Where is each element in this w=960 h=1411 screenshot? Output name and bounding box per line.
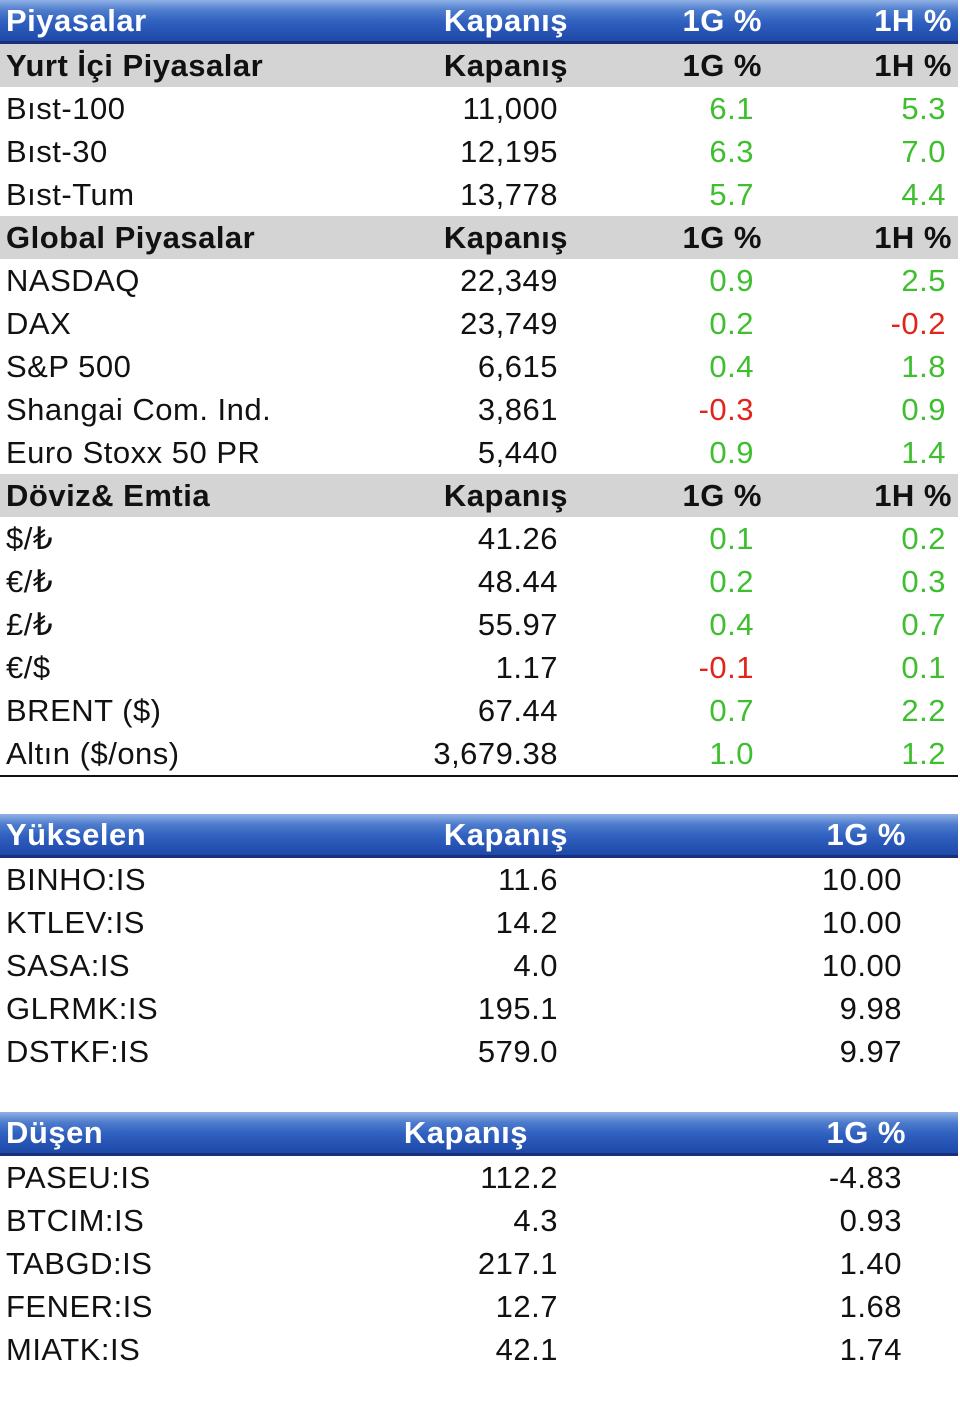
daily-change: 0.4 xyxy=(709,607,754,642)
close-value: 3,679.38 xyxy=(433,736,558,771)
daily-change: -0.1 xyxy=(698,650,754,685)
close-value: 23,749 xyxy=(460,306,558,341)
section-header xyxy=(0,44,958,87)
close-value: 4.3 xyxy=(513,1203,558,1238)
stock-symbol: SASA:IS xyxy=(6,948,131,983)
weekly-change: 1.2 xyxy=(901,736,946,771)
table-row xyxy=(0,603,958,646)
instrument-name: Altın ($/ons) xyxy=(6,736,180,771)
weekly-change: 2.5 xyxy=(901,263,946,298)
daily-change: 0.2 xyxy=(709,306,754,341)
section-1d-label: 1G % xyxy=(682,220,762,255)
section-title: Yurt İçi Piyasalar xyxy=(6,48,264,83)
weekly-change: 2.2 xyxy=(901,693,946,728)
weekly-change: 4.4 xyxy=(901,177,946,212)
stock-symbol: BTCIM:IS xyxy=(6,1203,145,1238)
close-value: 22,349 xyxy=(460,263,558,298)
table-row xyxy=(0,1030,958,1073)
instrument-name: Bıst-Tum xyxy=(6,177,135,212)
stock-symbol: KTLEV:IS xyxy=(6,905,145,940)
instrument-name: Shangai Com. Ind. xyxy=(6,392,272,427)
close-value: 41.26 xyxy=(477,521,558,556)
gainers-table-header xyxy=(0,814,958,858)
table-row xyxy=(0,173,958,216)
section-close-label: Kapanış xyxy=(443,478,568,513)
losers-table xyxy=(0,1112,958,1371)
daily-change: 9.97 xyxy=(839,1034,902,1069)
section-1w-label: 1H % xyxy=(874,478,952,513)
header-close: Kapanış xyxy=(443,3,568,38)
close-value: 11.6 xyxy=(497,862,558,897)
table-row xyxy=(0,1199,958,1242)
table-row xyxy=(0,388,958,431)
daily-change: 0.7 xyxy=(709,693,754,728)
section-header xyxy=(0,474,958,517)
weekly-change: 0.1 xyxy=(901,650,946,685)
instrument-name: BRENT ($) xyxy=(6,693,162,728)
section-title: Döviz& Emtia xyxy=(6,478,211,513)
losers-table-header xyxy=(0,1112,958,1156)
daily-change: 1.68 xyxy=(839,1289,902,1324)
gainers-header-1d: 1G % xyxy=(826,817,906,852)
daily-change: 6.3 xyxy=(709,134,754,169)
table-row xyxy=(0,259,958,302)
instrument-name: S&P 500 xyxy=(6,349,132,384)
weekly-change: 1.8 xyxy=(901,349,946,384)
instrument-name: NASDAQ xyxy=(6,263,140,298)
gainers-table xyxy=(0,814,958,1073)
close-value: 12,195 xyxy=(460,134,558,169)
section-close-label: Kapanış xyxy=(443,48,568,83)
market-sections xyxy=(0,44,958,777)
table-row xyxy=(0,901,958,944)
table-row xyxy=(0,345,958,388)
daily-change: 10.00 xyxy=(821,948,902,983)
close-value: 5,440 xyxy=(477,435,558,470)
instrument-name: €/₺ xyxy=(6,564,54,599)
losers-rows xyxy=(0,1156,958,1371)
section-1d-label: 1G % xyxy=(682,478,762,513)
close-value: 13,778 xyxy=(460,177,558,212)
table-row xyxy=(0,689,958,732)
stock-symbol: FENER:IS xyxy=(6,1289,153,1324)
header-name: Piyasalar xyxy=(6,3,147,38)
table-row xyxy=(0,944,958,987)
weekly-change: -0.2 xyxy=(890,306,946,341)
weekly-change: 0.2 xyxy=(901,521,946,556)
daily-change: 0.9 xyxy=(709,263,754,298)
stock-symbol: MIATK:IS xyxy=(6,1332,141,1367)
daily-change: 1.40 xyxy=(839,1246,902,1281)
losers-header-name: Düşen xyxy=(6,1115,104,1150)
table-row xyxy=(0,130,958,173)
close-value: 48.44 xyxy=(477,564,558,599)
close-value: 112.2 xyxy=(480,1160,558,1195)
section-1w-label: 1H % xyxy=(874,220,952,255)
daily-change: 0.1 xyxy=(709,521,754,556)
header-1d: 1G % xyxy=(682,3,762,38)
close-value: 579.0 xyxy=(477,1034,558,1069)
close-value: 195.1 xyxy=(477,991,558,1026)
weekly-change: 7.0 xyxy=(901,134,946,169)
losers-header-close: Kapanış xyxy=(403,1115,528,1150)
gainers-header-close: Kapanış xyxy=(443,817,568,852)
table-row xyxy=(0,1242,958,1285)
stock-symbol: PASEU:IS xyxy=(6,1160,151,1195)
daily-change: 0.9 xyxy=(709,435,754,470)
daily-change: 0.2 xyxy=(709,564,754,599)
close-value: 42.1 xyxy=(495,1332,558,1367)
instrument-name: Euro Stoxx 50 PR xyxy=(6,435,261,470)
weekly-change: 0.9 xyxy=(901,392,946,427)
daily-change: 1.74 xyxy=(839,1332,902,1367)
table-row xyxy=(0,1156,958,1199)
close-value: 6,615 xyxy=(477,349,558,384)
daily-change: 6.1 xyxy=(709,91,754,126)
close-value: 3,861 xyxy=(477,392,558,427)
gainers-rows xyxy=(0,858,958,1073)
section-1w-label: 1H % xyxy=(874,48,952,83)
daily-change: 0.93 xyxy=(839,1203,902,1238)
stock-symbol: TABGD:IS xyxy=(6,1246,153,1281)
close-value: 67.44 xyxy=(477,693,558,728)
daily-change: 9.98 xyxy=(839,991,902,1026)
close-value: 1.17 xyxy=(495,650,558,685)
stock-symbol: BINHO:IS xyxy=(6,862,147,897)
daily-change: 10.00 xyxy=(821,862,902,897)
table-row xyxy=(0,858,958,901)
close-value: 14.2 xyxy=(495,905,558,940)
section-close-label: Kapanış xyxy=(443,220,568,255)
weekly-change: 1.4 xyxy=(901,435,946,470)
section-title: Global Piyasalar xyxy=(6,220,256,255)
instrument-name: Bıst-30 xyxy=(6,134,108,169)
weekly-change: 0.7 xyxy=(901,607,946,642)
table-row xyxy=(0,1285,958,1328)
table-row xyxy=(0,987,958,1030)
close-value: 11,000 xyxy=(462,91,558,126)
losers-header-1d: 1G % xyxy=(826,1115,906,1150)
close-value: 4.0 xyxy=(513,948,558,983)
table-row xyxy=(0,646,958,689)
instrument-name: €/$ xyxy=(6,650,51,685)
table-row xyxy=(0,560,958,603)
table-row xyxy=(0,1328,958,1371)
daily-change: 10.00 xyxy=(821,905,902,940)
table-row xyxy=(0,517,958,560)
gainers-header-name: Yükselen xyxy=(6,817,147,852)
table-row xyxy=(0,732,958,777)
section-header xyxy=(0,216,958,259)
close-value: 217.1 xyxy=(477,1246,558,1281)
daily-change: -0.3 xyxy=(698,392,754,427)
stock-symbol: DSTKF:IS xyxy=(6,1034,150,1069)
instrument-name: $/₺ xyxy=(6,521,54,556)
table-row xyxy=(0,302,958,345)
table-row xyxy=(0,87,958,130)
section-1d-label: 1G % xyxy=(682,48,762,83)
close-value: 55.97 xyxy=(477,607,558,642)
daily-change: 1.0 xyxy=(709,736,754,771)
header-1w: 1H % xyxy=(874,3,952,38)
instrument-name: DAX xyxy=(6,306,72,341)
daily-change: -4.83 xyxy=(828,1160,902,1195)
instrument-name: Bıst-100 xyxy=(6,91,126,126)
weekly-change: 5.3 xyxy=(901,91,946,126)
close-value: 12.7 xyxy=(495,1289,558,1324)
table-row xyxy=(0,431,958,474)
daily-change: 0.4 xyxy=(709,349,754,384)
stock-symbol: GLRMK:IS xyxy=(6,991,159,1026)
instrument-name: £/₺ xyxy=(6,607,54,642)
weekly-change: 0.3 xyxy=(901,564,946,599)
daily-change: 5.7 xyxy=(709,177,754,212)
market-table-header xyxy=(0,0,958,44)
